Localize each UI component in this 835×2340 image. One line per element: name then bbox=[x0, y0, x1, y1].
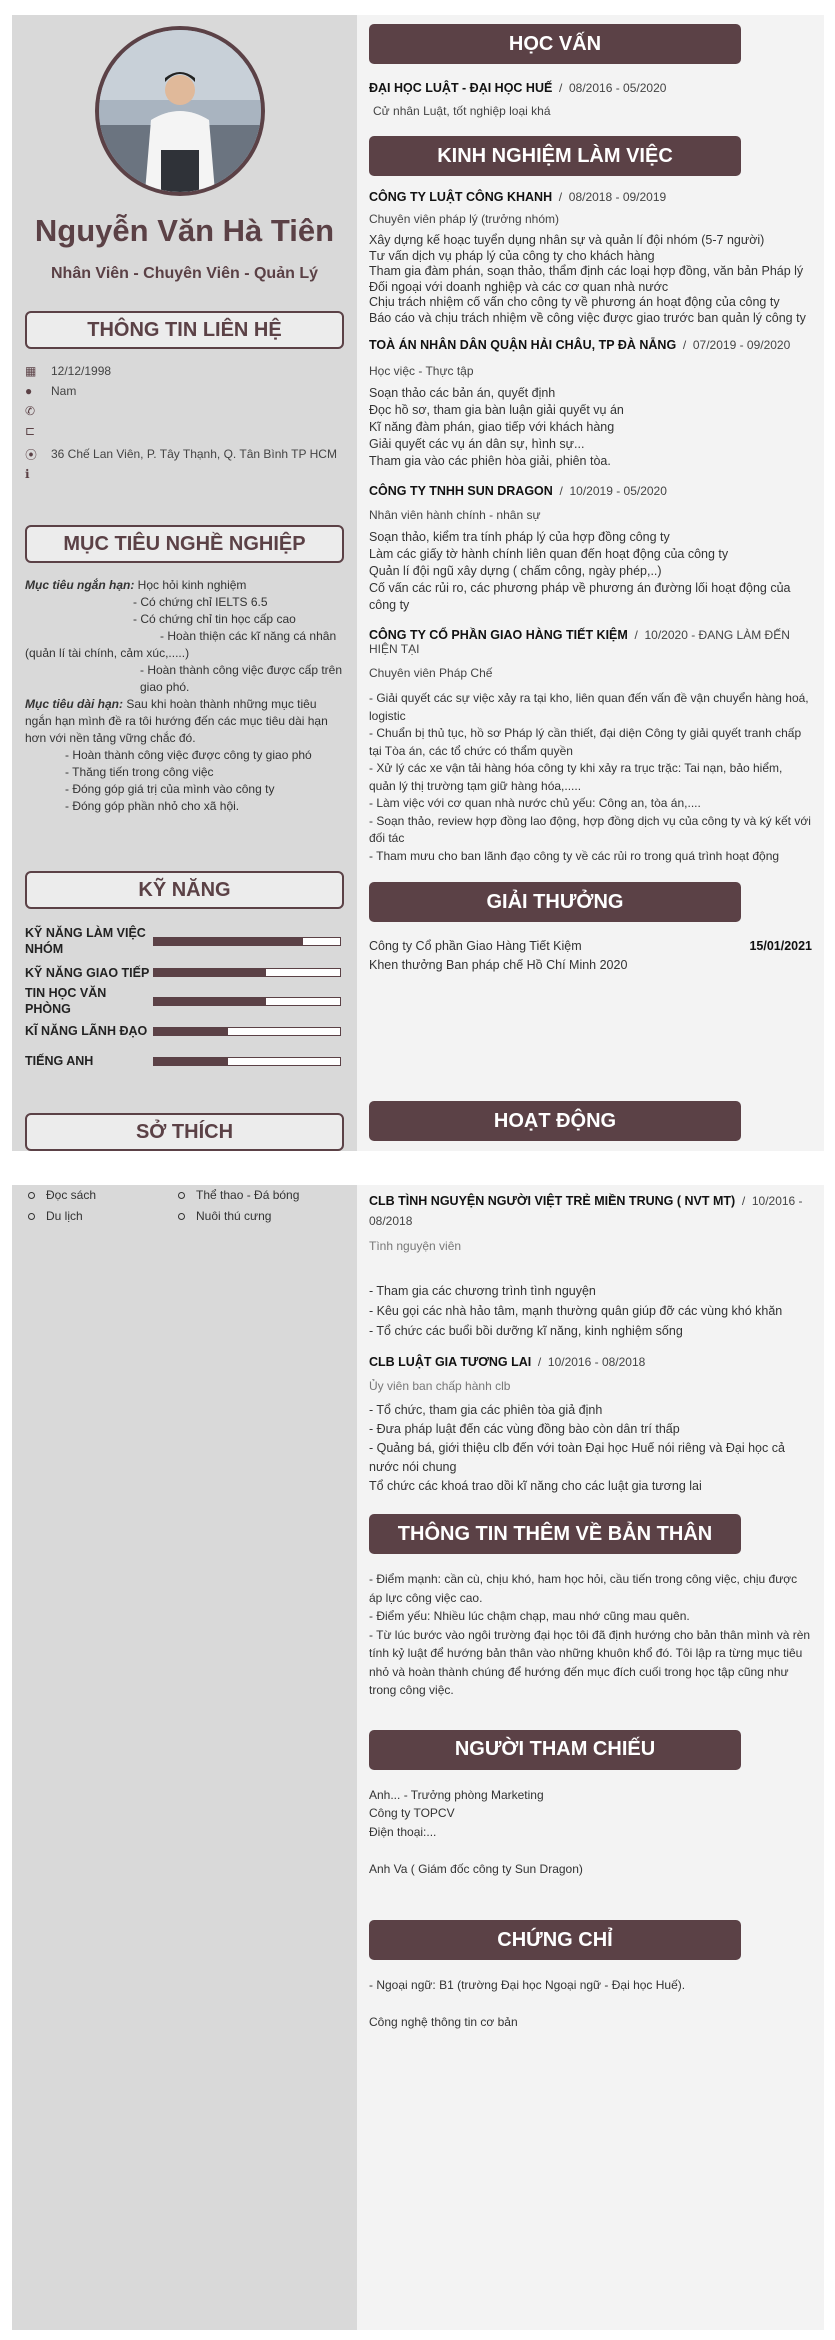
skill-fill bbox=[154, 1058, 228, 1065]
objective-text bbox=[25, 577, 345, 815]
short-term-label: Mục tiêu ngắn hạn: bbox=[25, 578, 135, 592]
contact-title: THÔNG TIN LIÊN HỆ bbox=[87, 318, 282, 341]
activity-line bbox=[369, 1263, 812, 1281]
job-line: Đối ngoại với doanh nghiệp và các cơ quan nhà nước bbox=[369, 279, 669, 294]
right-column bbox=[357, 1185, 824, 2330]
job-line: Cố vấn các rủi ro, các phương pháp về phương án đường lối hoạt động của công ty bbox=[369, 581, 791, 612]
contact-info bbox=[25, 464, 345, 484]
skill-row bbox=[25, 923, 345, 959]
skill-row bbox=[25, 1046, 345, 1076]
activity-entry: CLB LUẬT GIA TƯƠNG LAI / 10/2016 - 08/2018 Ủy viên ban chấp hành clb - Tổ chức, tham gia các phiên tòa giả định - Đưa pháp luật đến các vùng đồng bào còn dân trí thấp - Quảng bá, giới thiệu clb đến với toàn Đại học Huế nói riêng và Đại học cả nước nói chung Tổ chức các khoá trao dồi kĩ năng cho các luật gia tương lai bbox=[369, 1355, 812, 1496]
job-entry: CÔNG TY TNHH SUN DRAGON / 10/2019 - 05/2020 Nhân viên hành chính - nhân sự Soạn thảo, kiểm tra tính pháp lý của hợp đồng công ty Làm các giấy tờ hành chính liên quan đến hoạt động của công ty Quản lí đội ngũ xây dựng ( chấm công, ngày phép,..) Cố vấn các rủi ro, các phương pháp về phương án đường lối hoạt động của công ty bbox=[369, 484, 812, 614]
resume-page-2 bbox=[12, 1185, 824, 2330]
short-term-goal bbox=[25, 577, 345, 594]
job-line: Tư vấn dịch vụ pháp lý của công ty cho khách hàng bbox=[369, 248, 655, 263]
left-column bbox=[12, 15, 357, 1151]
job-company: CÔNG TY CỔ PHẦN GIAO HÀNG TIẾT KIỆM bbox=[369, 628, 628, 642]
long-term-label: Mục tiêu dài hạn: bbox=[25, 697, 124, 711]
job-line: Soạn thảo các bản án, quyết định bbox=[369, 386, 556, 400]
award-text: Công ty Cổ phần Giao Hàng Tiết Kiệm bbox=[369, 939, 582, 953]
job-position: Chuyên viên Pháp Chế bbox=[369, 666, 493, 680]
phone-icon: ✆ bbox=[25, 404, 36, 418]
contact-list bbox=[25, 361, 345, 484]
job-entry: CÔNG TY LUẬT CÔNG KHANH / 08/2018 - 09/2019 Chuyên viên pháp lý (trưởng nhóm) Xây dựng kế hoạc tuyển dụng nhân sự và quản lí đội nhóm (5-7 người) Tư vấn dịch vụ pháp lý của công ty cho khách hàng Tham gia đàm phán, soạn thảo, thẩm định các loại hợp đồng, văn bản Pháp lý Đối ngoại với doanh nghiệp và các cơ quan nhà nước Chịu trách nhiệm cố vấn cho công ty về phương án hoạt động của công ty Báo cáo và chịu trách nhiệm về công việc được giao trước ban quản lý công ty bbox=[369, 190, 812, 326]
skill-fill bbox=[154, 998, 266, 1005]
info-icon: ℹ bbox=[25, 467, 30, 481]
job-position: Chuyên viên pháp lý (trưởng nhóm) bbox=[369, 212, 559, 226]
activity-date: 10/2016 - 08/2018 bbox=[547, 1355, 646, 1369]
skill-bar bbox=[153, 997, 341, 1006]
award-text: Khen thưởng Ban pháp chế Hồ Chí Minh 2020 bbox=[369, 958, 628, 972]
job-line: - Soạn thảo, review hợp đồng lao động, hợp đồng dịch vụ của công ty và ký kết với đối tác bbox=[369, 813, 811, 845]
education-school: ĐẠI HỌC LUẬT - ĐẠI HỌC HUẾ bbox=[369, 81, 553, 95]
long-term-goal bbox=[25, 696, 345, 747]
skill-name: TIẾNG ANH bbox=[25, 1054, 94, 1068]
activity-role: Tình nguyện viên bbox=[369, 1239, 462, 1253]
education-entry: ĐẠI HỌC LUẬT - ĐẠI HỌC HUẾ / 08/2016 - 05/2020 bbox=[369, 81, 667, 95]
job-line: - Xử lý các xe vận tải hàng hóa công ty khi xảy ra trục trặc: Tai nạn, bảo hiểm, quản lý thị trường tạm giữ hàng hóa,..... bbox=[369, 761, 783, 793]
references-header bbox=[369, 1730, 741, 1770]
skill-name: KỸ NĂNG LÀM VIỆC NHÓM bbox=[25, 926, 146, 956]
long-term-item: - Đóng góp phần nhỏ cho xã hội. bbox=[65, 799, 240, 813]
certificates-header bbox=[369, 1920, 741, 1960]
objective-header bbox=[25, 525, 344, 563]
activity-role: Ủy viên ban chấp hành clb bbox=[369, 1379, 511, 1393]
activity-entry: CLB TÌNH NGUYỆN NGƯỜI VIỆT TRẺ MIỀN TRUNG ( NVT MT) / 10/2016 - 08/2018 Tình nguyện viên - Tham gia các chương trình tình nguyện - Kêu gọi các nhà hảo tâm, mạnh thường quân giúp đỡ các vùng khó khăn - Tổ chức các buổi bồi dưỡng kĩ năng, kinh nghiệm sống bbox=[369, 1191, 812, 1341]
job-details bbox=[369, 385, 812, 470]
activity-date: 10/2016 - 08/2018 bbox=[369, 1194, 803, 1228]
short-term-first: Học hỏi kinh nghiệm bbox=[134, 578, 247, 592]
activity-line: - Quảng bá, giới thiệu clb đến với toàn Đại học Huế nói riêng và Đại học cả nước nói chung bbox=[369, 1441, 785, 1474]
hobby-item bbox=[175, 1209, 325, 1223]
award-date: 15/01/2021 bbox=[749, 939, 812, 953]
job-date: 07/2019 - 09/2020 bbox=[692, 338, 791, 352]
references-text: Anh... - Trưởng phòng Marketing Công ty TOPCV Điện thoại:... Anh Va ( Giám đốc công ty Sun Dragon) bbox=[369, 1787, 583, 1876]
award-item bbox=[369, 956, 812, 975]
skill-bar bbox=[153, 1057, 341, 1066]
job-position: Nhân viên hành chính - nhân sự bbox=[369, 508, 541, 522]
job-line: Giải quyết các vụ án dân sự, hình sự... bbox=[369, 437, 585, 451]
contact-birthday bbox=[25, 361, 345, 381]
job-line: - Làm việc với cơ quan nhà nước chủ yếu: Công an, tòa án,.... bbox=[369, 796, 701, 810]
short-term-item: - Hoàn thành công việc được cấp trên giao phó. bbox=[140, 663, 343, 694]
skill-fill bbox=[154, 1028, 228, 1035]
hobby-label: Nuôi thú cưng bbox=[196, 1209, 272, 1223]
education-desc: Cử nhân Luật, tốt nghiệp loại khá bbox=[373, 104, 551, 118]
person-icon: ● bbox=[25, 384, 33, 398]
activities-title: HOẠT ĐỘNG bbox=[493, 1109, 617, 1132]
hobbies-list bbox=[25, 1188, 345, 1223]
profile-role: Nhân Viên - Chuyên Viên - Quản Lý bbox=[50, 265, 318, 282]
left-column bbox=[12, 1185, 357, 2330]
skill-fill bbox=[154, 969, 266, 976]
skill-bar bbox=[153, 968, 341, 977]
certificates-title: CHỨNG CHỈ bbox=[497, 1928, 613, 1951]
short-term-item: - Hoàn thiện các kĩ năng cá nhân (quản lí tài chính, cảm xúc,.....) bbox=[25, 629, 337, 660]
job-entry: TOÀ ÁN NHÂN DÂN QUẬN HẢI CHÂU, TP ĐÀ NẴNG / 07/2019 - 09/2020 Học việc - Thực tập Soạn thảo các bản án, quyết định Đọc hồ sơ, tham gia bàn luận giải quyết vụ án Kĩ năng đàm phán, giao tiếp với khách hàng Giải quyết các vụ án dân sự, hình sự... Tham gia vào các phiên hòa giải, phiên tòa. bbox=[369, 338, 812, 470]
hobby-item bbox=[25, 1188, 175, 1202]
job-line: Chịu trách nhiệm cố vấn cho công ty về phương án hoạt động của công ty bbox=[369, 295, 780, 309]
job-line: - Chuẩn bị thủ tục, hồ sơ Pháp lý cần thiết, đại diện Công ty giải quyết tranh chấp tại Tòa án, các tổ chức có thẩm quyền bbox=[369, 726, 802, 758]
job-date: 10/2019 - 05/2020 bbox=[569, 484, 667, 498]
contact-email bbox=[25, 421, 345, 441]
award-item bbox=[369, 937, 812, 956]
address-value: 36 Chế Lan Viên, P. Tây Thạnh, Q. Tân Bình TP HCM bbox=[51, 447, 337, 461]
skills-header bbox=[25, 871, 344, 909]
contact-phone bbox=[25, 401, 345, 421]
activity-details bbox=[369, 1263, 812, 1341]
activity-org: CLB LUẬT GIA TƯƠNG LAI bbox=[369, 1355, 532, 1369]
calendar-icon: ▦ bbox=[25, 364, 37, 378]
activity-line: - Kêu gọi các nhà hảo tâm, mạnh thường quân giúp đỡ các vùng khó khăn bbox=[369, 1304, 783, 1318]
more-info-title: THÔNG TIN THÊM VỀ BẢN THÂN bbox=[397, 1522, 713, 1545]
job-company: CÔNG TY TNHH SUN DRAGON bbox=[369, 484, 553, 498]
skill-row bbox=[25, 986, 345, 1016]
job-company: CÔNG TY LUẬT CÔNG KHANH bbox=[369, 190, 553, 204]
contact-address bbox=[25, 444, 345, 464]
hobby-item bbox=[175, 1188, 325, 1202]
avatar-photo bbox=[99, 30, 261, 192]
hobby-label: Du lịch bbox=[46, 1209, 83, 1223]
job-line: Làm các giấy tờ hành chính liên quan đến hoạt động của công ty bbox=[369, 547, 729, 561]
right-column bbox=[357, 15, 824, 1151]
more-info-text: - Điểm mạnh: cần cù, chịu khó, ham học hỏi, cầu tiến trong công việc, chịu được áp lực công việc cao. - Điểm yếu: Nhiều lúc chậm chạp, mau nhớ cũng mau quên. - Từ lúc bước vào ngôi trường đại học tôi đã định hướng cho bản thân mình và rèn tính kỷ luật để hướng bản thân vào những khuôn khổ đó. Tôi lập ra từng mục tiêu nhỏ và hoàn thành chúng để hướng đến mục đích cuối trong học tập cũng như trong công việc. bbox=[369, 1572, 811, 1697]
references-title: NGƯỜI THAM CHIẾU bbox=[454, 1738, 656, 1760]
job-date: 08/2018 - 09/2019 bbox=[568, 190, 667, 204]
awards-header bbox=[369, 882, 741, 922]
job-line: Tham gia đàm phán, soạn thảo, thẩm định các loại hợp đồng, văn bản Pháp lý bbox=[369, 264, 804, 278]
long-term-item: - Hoàn thành công việc được công ty giao phó bbox=[65, 748, 312, 762]
job-line: - Giải quyết các sự việc xảy ra tại kho, liên quan đến vấn đề vận chuyển hàng hoá, logistic bbox=[369, 691, 809, 723]
experience-title: KINH NGHIỆM LÀM VIỆC bbox=[437, 144, 673, 167]
long-term-item: - Thăng tiến trong công việc bbox=[65, 765, 214, 779]
education-title: HỌC VẤN bbox=[508, 32, 602, 55]
contact-gender bbox=[25, 381, 345, 401]
long-term-item: - Đóng góp giá trị của mình vào công ty bbox=[65, 782, 275, 796]
activities-header bbox=[369, 1101, 741, 1141]
education-header bbox=[369, 24, 741, 64]
job-entry: CÔNG TY CỔ PHẦN GIAO HÀNG TIẾT KIỆM / 10/2020 - ĐANG LÀM ĐẾN HIỆN TẠI Chuyên viên Pháp Chế - Giải quyết các sự việc xảy ra tại kho, liên quan đến vấn đề vận chuyển hàng hoá, logistic - Chuẩn bị thủ tục, hồ sơ Pháp lý cần thiết, đại diện Công ty giải quyết tranh chấp tại Tòa án, các tổ chức có thẩm quyền - Xử lý các xe vận tải hàng hóa công ty khi xảy ra trục trặc: Tai nạn, bảo hiểm, quản lý thị trường tạm giữ hàng hóa,..... - Làm việc với cơ quan nhà nước chủ yếu: Công an, tòa án,.... - Soạn thảo, review hợp đồng lao động, hợp đồng dịch vụ của công ty và ký kết với đối tác - Tham mưu cho ban lãnh đạo công ty về các rủi ro trong quá trình hoạt động bbox=[369, 628, 812, 865]
hobbies-title: SỞ THÍCH bbox=[135, 1120, 234, 1143]
skill-bar bbox=[153, 937, 341, 946]
short-term-item: - Có chứng chỉ IELTS 6.5 bbox=[133, 595, 268, 609]
activity-line: - Đưa pháp luật đến các vùng đồng bào còn dân trí thấp bbox=[369, 1422, 680, 1436]
resume-page-1 bbox=[12, 15, 824, 1151]
activity-details bbox=[369, 1401, 812, 1496]
activity-org: CLB TÌNH NGUYỆN NGƯỜI VIỆT TRẺ MIỀN TRUNG ( NVT MT) bbox=[369, 1194, 736, 1208]
location-icon: ⦿ bbox=[25, 447, 38, 462]
activity-line: - Tham gia các chương trình tình nguyện bbox=[369, 1284, 596, 1298]
job-line: Quản lí đội ngũ xây dựng ( chấm công, ngày phép,..) bbox=[369, 564, 662, 578]
skills-list bbox=[25, 923, 345, 1076]
skill-name: KĨ NĂNG LÃNH ĐẠO bbox=[25, 1024, 148, 1038]
activity-line: Tổ chức các khoá trao dồi kĩ năng cho các luật gia tương lai bbox=[369, 1479, 702, 1493]
skill-name: TIN HỌC VĂN PHÒNG bbox=[25, 986, 107, 1016]
objective-title: MỤC TIÊU NGHỀ NGHIỆP bbox=[63, 532, 306, 555]
short-term-item: - Có chứng chỉ tin học cấp cao bbox=[133, 612, 296, 626]
job-details bbox=[369, 690, 812, 865]
job-line: Soạn thảo, kiểm tra tính pháp lý của hợp đồng công ty bbox=[369, 530, 670, 544]
hobby-label: Thể thao - Đá bóng bbox=[196, 1188, 300, 1202]
job-line: Tham gia vào các phiên hòa giải, phiên tòa. bbox=[369, 454, 611, 468]
job-line: Báo cáo và chịu trách nhiệm về công việc được giao trước ban quản lý công ty bbox=[369, 310, 806, 325]
skill-row bbox=[25, 959, 345, 986]
education-date: 08/2016 - 05/2020 bbox=[569, 81, 667, 95]
profile-name: Nguyễn Văn Hà Tiên bbox=[34, 213, 335, 248]
skill-row bbox=[25, 1016, 345, 1046]
job-line: Xây dựng kế hoạc tuyển dụng nhân sự và quản lí đội nhóm (5-7 người) bbox=[369, 233, 765, 247]
job-company: TOÀ ÁN NHÂN DÂN QUẬN HẢI CHÂU, TP ĐÀ NẴNG bbox=[369, 338, 677, 352]
awards-title: GIẢI THƯỞNG bbox=[486, 890, 624, 913]
certificates-text: - Ngoại ngữ: B1 (trường Đại học Ngoại ngữ - Đại học Huế). Công nghệ thông tin cơ bản bbox=[369, 1978, 686, 2029]
skill-fill bbox=[154, 938, 303, 945]
contact-header bbox=[25, 311, 344, 349]
job-position: Học việc - Thực tập bbox=[369, 364, 474, 378]
job-details bbox=[369, 529, 812, 614]
gender-value: Nam bbox=[51, 384, 77, 398]
job-date: 10/2020 - ĐANG LÀM ĐẾN HIỆN TẠI bbox=[369, 628, 790, 656]
email-icon: ⊏ bbox=[25, 424, 36, 438]
skills-title: KỸ NĂNG bbox=[138, 878, 231, 901]
activity-line: - Tổ chức, tham gia các phiên tòa giả định bbox=[369, 1403, 603, 1417]
avatar bbox=[95, 26, 265, 196]
experience-header bbox=[369, 136, 741, 176]
skill-name: KỸ NĂNG GIAO TIẾP bbox=[25, 965, 150, 980]
job-line: Kĩ năng đàm phán, giao tiếp với khách hàng bbox=[369, 420, 615, 434]
more-info-header bbox=[369, 1514, 741, 1554]
job-line: - Tham mưu cho ban lãnh đạo công ty về các rủi ro trong quá trình hoạt động bbox=[369, 848, 780, 863]
activity-line: - Tổ chức các buổi bồi dưỡng kĩ năng, kinh nghiệm sống bbox=[369, 1324, 683, 1338]
birthday-value: 12/12/1998 bbox=[51, 364, 112, 378]
job-line: Đọc hồ sơ, tham gia bàn luận giải quyết vụ án bbox=[369, 403, 624, 417]
job-details bbox=[369, 233, 812, 326]
skill-bar bbox=[153, 1027, 341, 1036]
hobbies-header bbox=[25, 1113, 344, 1151]
hobby-label: Đọc sách bbox=[46, 1188, 97, 1202]
long-term-first: Sau khi hoàn thành những mục tiêu ngắn hạn mình đề ra tôi hướng đến các mục tiêu dài hạn hơn với nền tảng vững chắc đó. bbox=[25, 697, 328, 745]
hobby-item bbox=[25, 1209, 175, 1223]
awards-list bbox=[369, 937, 812, 975]
